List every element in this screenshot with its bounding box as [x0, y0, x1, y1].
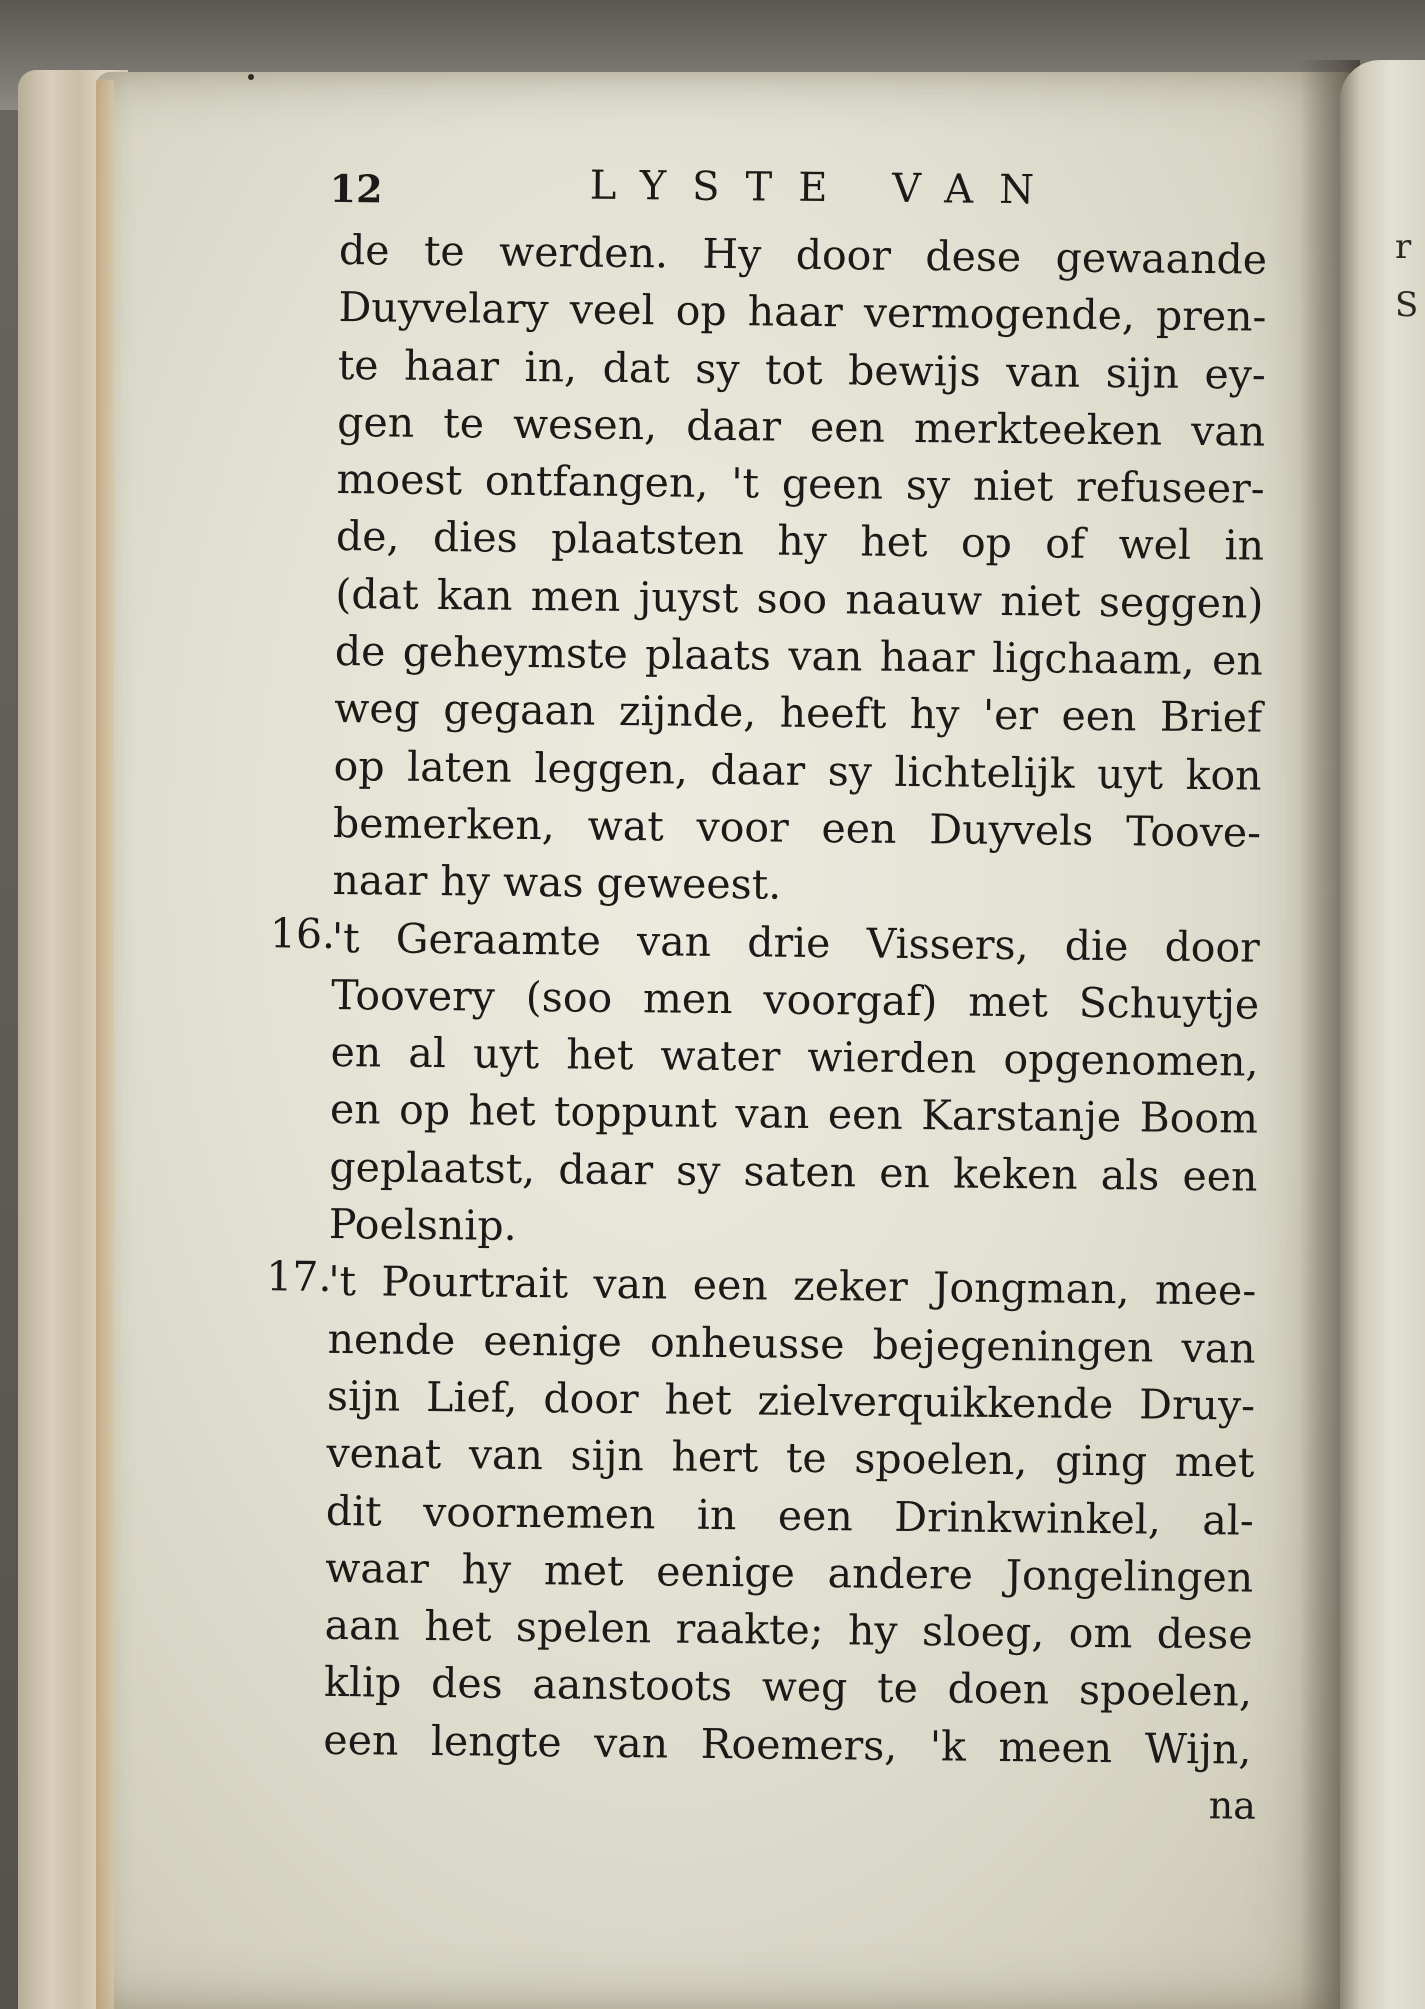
- text-line: naar hy was geweest.: [332, 856, 782, 909]
- entry-number: 16.: [269, 908, 336, 958]
- text-line: geplaatst, daar sy saten en keken als een: [329, 1142, 1258, 1201]
- entry-16: [269, 908, 1283, 1264]
- text-line: gen te wesen, daar een merkteeken van: [337, 397, 1266, 456]
- text-line: en op het toppunt van een Karstanje Boom: [329, 1085, 1259, 1144]
- text-line: weg gegaan zijnde, heeft hy 'er een Brief: [334, 684, 1263, 743]
- running-title: LYSTE VAN: [589, 162, 1061, 214]
- page-text: [266, 160, 1290, 1828]
- text-line: en al uyt het water wierden opgenomen,: [330, 1028, 1259, 1086]
- fragment-line: S: [1395, 285, 1419, 325]
- text-line: (dat kan men juyst soo naauw niet seggen): [335, 569, 1264, 628]
- text-line: dit voornemen in een Drinkwinkel, al-: [325, 1486, 1255, 1545]
- right-page-text-fragment: [1395, 218, 1418, 334]
- text-line: Toovery (soo men voorgaf) met Schuytje: [331, 970, 1260, 1029]
- text-line: Duyvelary veel op haar vermogende, pren-: [338, 283, 1267, 342]
- text-line: moest ontfangen, 't geen sy niet refuseer-: [336, 455, 1265, 513]
- page-number: 12: [329, 165, 383, 212]
- text-line: aan het spelen raakte; hy sloeg, om dese: [324, 1601, 1253, 1659]
- ink-speck: [248, 74, 254, 80]
- text-line: 't Pourtrait van een zeker Jongman, mee-: [328, 1257, 1257, 1315]
- entry-number: 17.: [266, 1252, 332, 1302]
- text-line: nende eenige onheusse bejegeningen van: [327, 1314, 1256, 1373]
- text-line: venat van sijn hert te spoelen, ging met: [326, 1429, 1255, 1487]
- page-edge: [96, 80, 114, 2009]
- continued-entry: [332, 222, 1289, 919]
- catchword: na: [1208, 1783, 1257, 1828]
- text-line: de, dies plaatsten hy het op of wel in: [335, 512, 1265, 571]
- text-line: een lengte van Roemers, 'k meen Wijn,: [323, 1715, 1252, 1774]
- text-line: 't Geraamte van drie Vissers, die door: [331, 913, 1261, 972]
- text-line: te haar in, dat sy tot bewijs van sijn ey-: [337, 340, 1267, 399]
- right-page-edge: [1340, 60, 1425, 2009]
- text-line: de te werden. Hy door dese gewaande: [338, 225, 1268, 284]
- text-line: waar hy met eenige andere Jongelingen: [325, 1543, 1254, 1602]
- fragment-line: r: [1395, 227, 1412, 267]
- text-line: de geheymste plaats van haar ligchaam, en: [334, 627, 1264, 685]
- text-line: Poelsnip.: [328, 1199, 517, 1250]
- text-line: klip des aanstoots weg te doen spoelen,: [323, 1658, 1253, 1717]
- entry-17: [266, 1252, 1278, 1779]
- text-line: sijn Lief, door het zielverquikkende Druy-: [326, 1371, 1256, 1430]
- running-head: [329, 160, 1290, 232]
- text-line: bemerken, wat voor een Duyvels Toove-: [332, 798, 1262, 857]
- text-line: op laten leggen, daar sy lichtelijk uyt kon: [333, 741, 1262, 800]
